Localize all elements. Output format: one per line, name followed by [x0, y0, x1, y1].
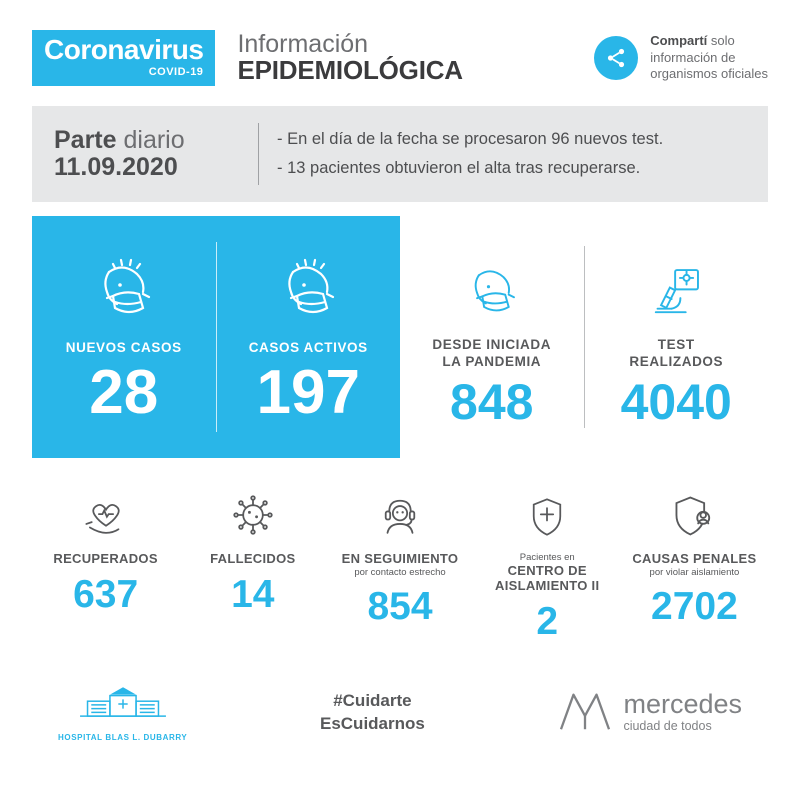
stat-value: 14 [231, 572, 275, 616]
stat-value: 637 [73, 572, 139, 616]
coronavirus-logo [32, 30, 215, 85]
page-title-line1: Información [237, 30, 369, 59]
stat-label [53, 552, 157, 567]
page-title-line2: EPIDEMIOLÓGICA [237, 55, 463, 86]
virus-icon [228, 484, 278, 540]
daily-report-notes [277, 125, 663, 183]
shield-person-icon [668, 484, 720, 540]
mercedes-logo-icon [557, 687, 613, 740]
masked-person-icon [273, 250, 343, 324]
daily-report-title [54, 127, 254, 182]
parte-label-rest: diario [116, 125, 185, 154]
masked-person-icon [461, 247, 523, 321]
stat-centro-aislamiento [474, 484, 621, 644]
logo-title: Coronavirus [44, 34, 204, 66]
daily-report-banner [32, 106, 768, 202]
page-title [237, 31, 462, 85]
stat-label-main: CAUSAS PENALES [632, 551, 757, 566]
hospital-building-icon [67, 684, 179, 729]
secondary-top-stats-panel [400, 216, 768, 458]
microscope-icon [645, 247, 707, 321]
stat-test-realizados [585, 216, 769, 458]
share-line3: organismos oficiales [650, 66, 768, 82]
stat-value: 197 [256, 358, 360, 428]
stat-label: NUEVOS CASOS [65, 339, 182, 355]
report-date: 11.09.2020 [54, 153, 178, 181]
share-rest: solo [707, 32, 735, 48]
stat-label-main: RECUPERADOS [53, 551, 158, 566]
stat-value: 2702 [651, 584, 738, 628]
stat-label [629, 337, 723, 371]
share-notice [594, 33, 768, 84]
stat-label [432, 337, 551, 371]
stat-label-main: FALLECIDOS [210, 551, 296, 566]
stat-label [210, 552, 295, 567]
stat-label-line1: DESDE INICIADA [432, 337, 552, 353]
stat-label-line1: TEST [657, 337, 695, 353]
stat-fallecidos [179, 484, 326, 644]
heart-hand-icon [79, 484, 133, 540]
stat-label-top: Pacientes en [519, 552, 575, 563]
share-text [650, 33, 768, 84]
mercedes-wordmark [623, 688, 742, 736]
hospital-name: HOSPITAL BLAS L. DUBARRY [58, 733, 188, 742]
stat-value: 848 [450, 373, 534, 430]
stat-label-main2: AISLAMIENTO II [495, 577, 600, 593]
stat-label [342, 552, 459, 579]
hashtag-line2: EsCuidarnos [319, 714, 425, 733]
secondary-stats-row [32, 484, 768, 644]
stat-label-sub: por violar aislamiento [649, 566, 740, 578]
stat-desde-iniciada-pandemia [400, 216, 584, 458]
primary-stats-panel [32, 216, 400, 458]
mercedes-name: mercedes [623, 688, 742, 719]
stat-label [495, 552, 599, 594]
stat-label-sub: por contacto estrecho [354, 566, 446, 578]
share-bold: Compartí [650, 32, 708, 48]
mercedes-tagline: ciudad de todos [623, 718, 712, 733]
footer [32, 670, 768, 756]
stat-value: 28 [89, 358, 159, 428]
campaign-hashtag [320, 690, 425, 736]
stat-value: 2 [536, 599, 559, 643]
stat-value: 854 [367, 584, 433, 628]
stat-label-main: EN SEGUIMIENTO [341, 551, 459, 566]
divider [258, 123, 259, 185]
stat-en-seguimiento [326, 484, 473, 644]
stat-casos-activos [217, 216, 401, 458]
stat-label-main: CENTRO DE [507, 562, 587, 578]
parte-label-bold: Parte [54, 125, 117, 154]
stat-recuperados [32, 484, 179, 644]
share-icon [594, 36, 638, 80]
report-note-1: - En el día de la fecha se procesaron 96 nuevos test. [277, 130, 664, 149]
stat-label: CASOS ACTIVOS [248, 339, 368, 355]
stat-causas-penales [621, 484, 768, 644]
stat-label-line2: LA PANDEMIA [442, 354, 542, 369]
main-stats-row [32, 216, 768, 458]
share-line2: información de [650, 49, 736, 65]
mercedes-logo [557, 687, 742, 740]
report-note-2: - 13 pacientes obtuvieron el alta tras recuperarse. [277, 159, 641, 177]
shield-cross-icon [525, 484, 569, 540]
header [32, 0, 768, 92]
stat-label-line2: REALIZADOS [629, 354, 724, 369]
headset-person-icon [374, 484, 426, 540]
logo-subtitle: COVID-19 [148, 66, 204, 79]
stat-nuevos-casos [32, 216, 216, 458]
hashtag-line1: #Cuidarte [333, 691, 412, 711]
hospital-logo [58, 684, 187, 742]
stat-label [632, 552, 756, 579]
stat-value: 4040 [620, 373, 732, 430]
masked-person-icon [89, 250, 159, 324]
